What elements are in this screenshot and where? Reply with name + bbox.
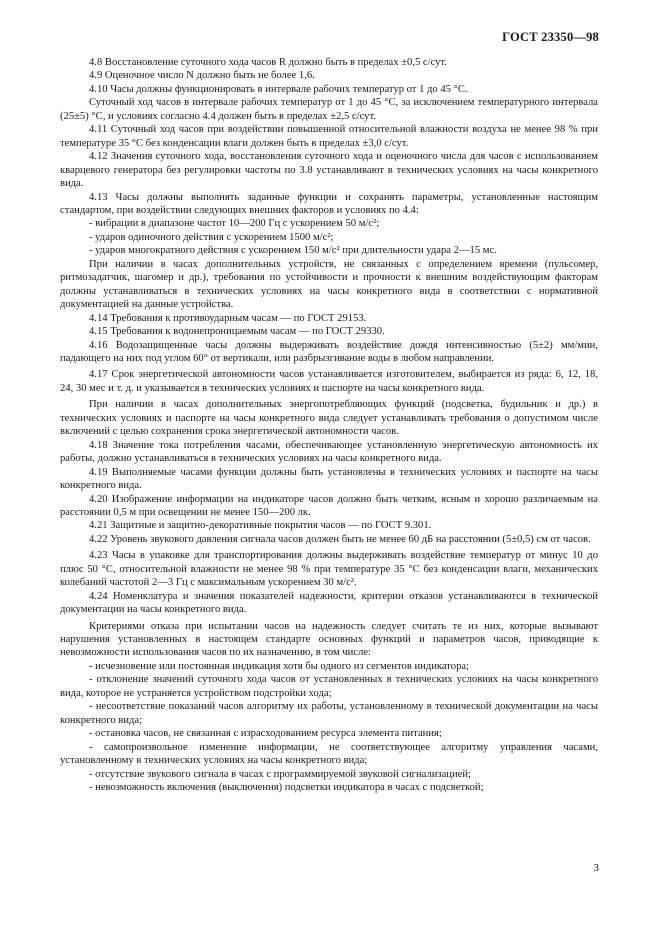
paragraph-4-8: 4.8 Восстановление суточного хода часов R должно быть в пределах ±0,5 с/сут.	[89, 57, 447, 68]
paragraph-4-15: 4.15 Требования к водонепроницаемым часам — по ГОСТ 29330.	[89, 326, 385, 338]
list-item-vibration: - вибрации в диапазоне частот 10—200 Гц с ускорением 50 м/с²;	[89, 218, 380, 230]
list-item-no-sound-signal: - отсутствие звукового сигнала в часах с программируемой звуковой сигнализацией;	[89, 768, 471, 780]
list-item-segment-indication: - исчезновение или постоянная индикация хотя бы одного из сегментов индикатора;	[89, 660, 470, 672]
paragraph-4-10: 4.10 Часы должны функционировать в интервале рабочих температур от 1 до 45 °С.	[89, 83, 468, 95]
paragraph-4-17: 4.17 Срок энергетической автономности часов устанавливается изготовителем, выбирается из ряда: 6, 12, 18, 24, 30 мес и т. д. и указывается в технических условиях и паспорте на часы конкретного вида.	[60, 369, 598, 394]
paragraph-4-22: 4.22 Уровень звукового давления сигнала часов должен быть не менее 60 дБ на расстоянии (5±0,5) см от часов.	[89, 533, 591, 545]
paragraph-4-14: 4.14 Требования к противоударным часам — по ГОСТ 29153.	[89, 312, 367, 324]
list-item-algorithm-mismatch: - несоответствие показаний часов алгоритму их работы, установленному в технической документации на часы конкретного вида;	[60, 701, 598, 726]
paragraph-energy-functions: При наличии в часах дополнительных энергопотребляющих функций (подсветка, будильник и др.) в технических условиях и паспорте на часы конкретного вида следует устанавливать требования о допустимом числе включений с целью сохранения срока энергетической автономности часов.	[60, 399, 598, 438]
page-number: 3	[593, 862, 599, 874]
paragraph-additional-devices: При наличии в часах дополнительных устройств, не связанных с определением времени (пульсомер, ритмозадатчик, шагомер и др.), требования по устойчивости и прочности к внешним воздействующим факторам должны устанавливаться в технических условиях на часы конкретного вида в соответствии с нормативной документацией на данные устройства.	[60, 258, 598, 311]
document-code-header: ГОСТ 23350—98	[502, 30, 599, 44]
paragraph-4-20: 4.20 Изображение информации на индикаторе часов должно быть четким, ясным и хорошо различаемым на расстоянии 0,5 м при освещении не менее 150—200 лк.	[60, 493, 598, 518]
paragraph-4-10-continued: Суточный ход часов в интервале рабочих температур от 1 до 45 °С, за исключением температурного интервала (25±5) °С, и условиях согласно 4.4 должен быть в пределах ±2,5 с/сут.	[60, 97, 598, 122]
paragraph-4-11: 4.11 Суточный ход часов при воздействии повышенной относительной влажности воздуха не менее 98 % при температуре 35 °С без конденсации влаги должен быть в пределах ±3,0 с/сут.	[60, 124, 598, 149]
list-item-watch-stop: - остановка часов, не связанная с израсходованием ресурса элемента питания;	[89, 728, 442, 740]
paragraph-4-19: 4.19 Выполняемые часами функции должны быть установлены в технических условиях и паспорте на часы конкретного вида.	[60, 466, 598, 492]
document-body	[60, 56, 598, 794]
list-item-rate-deviation: - отклонение значений суточного хода часов от установленных в технических условиях на часы конкретного вида, которое не устраняется устройством подстройки хода;	[60, 674, 598, 699]
paragraph-4-24: 4.24 Номенклатура и значения показателей надежности, критерии отказов устанавливаются в технической документации на часы конкретного вида.	[60, 590, 598, 616]
paragraph-4-9: 4.9 Оценочное число N должно быть не более 1,6.	[89, 70, 315, 82]
paragraph-4-18: 4.18 Значение тока потребления часами, обеспечивающее установленную энергетическую автономность их работы, должно устанавливаться в технических условиях на часы конкретного вида.	[60, 439, 598, 465]
paragraph-4-23: 4.23 Часы в упаковке для транспортирования должны выдерживать воздействие температур от минус 10 до плюс 50 °С, относительной влажности не менее 98 % при температуре 35 °С без конденсации влаги, механических колебаний частотой 2—3 Гц с максимальным ускорением 30 м/с².	[60, 550, 598, 589]
paragraph-4-13: 4.13 Часы должны выполнять заданные функции и сохранять параметры, установленные настоящим стандартом, при воздействии следующих внешних факторов и условиях по 4.4:	[60, 191, 598, 216]
paragraph-4-12: 4.12 Значения суточного хода, восстановления суточного хода и оценочного числа для часов с использованием кварцевого генератора без регулировки частоты по 3.8 устанавливают в технических условиях на часы конкретного вида.	[60, 151, 598, 190]
list-item-spontaneous-change: - самопроизвольное изменение информации, не соответствующее алгоритму управления часами, установленному в технических условиях на часы конкретного вида;	[60, 741, 598, 767]
paragraph-4-21: 4.21 Защитные и защитно-декоративные покрытия часов — по ГОСТ 9.301.	[89, 520, 432, 532]
list-item-backlight-failure: - невозможность включения (выключения) подсветки индикатора в часах с подсветкой;	[89, 782, 484, 794]
paragraph-4-16: 4.16 Водозащищенные часы должны выдерживать воздействие дождя интенсивностью (5±2) мм/мин, падающего на них под углом 60° от вертикали, или разбрызгивание воды в любом направлении.	[60, 339, 598, 364]
list-item-single-shock: - ударов одиночного действия с ускорением 1500 м/с²;	[89, 231, 334, 243]
list-item-multiple-shock: - ударов многократного действия с ускорением 150 м/с² при длительности удара 2—15 мс.	[89, 245, 497, 257]
paragraph-failure-criteria: Критериями отказа при испытании часов на надежность следует считать те из них, которые вызывают нарушения установленных в настоящем стандарте основных функций и параметров часов, приводящие к невозможности использования часов по их назначению, в том числе:	[60, 620, 598, 659]
